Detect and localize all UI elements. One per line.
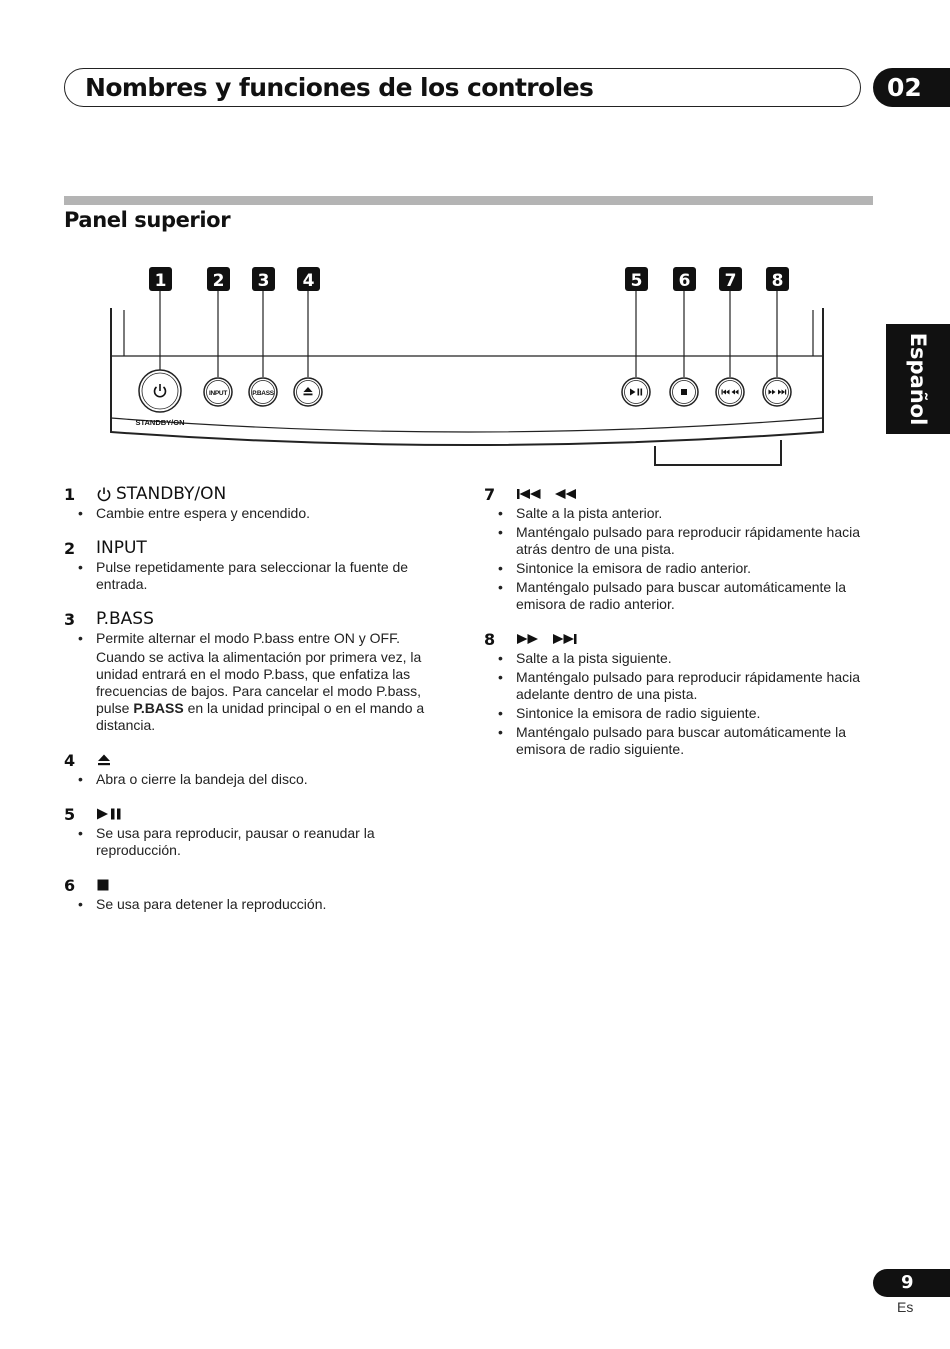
language-tab-label: Español: [906, 332, 930, 426]
item-stop: [64, 874, 444, 913]
list-item: • Manténgalo pulsado para reproducir rápidamente hacia atrás dentro de una pista.: [484, 524, 864, 558]
list-item: • Cambie entre espera y encendido.: [64, 505, 444, 522]
list-item: • Permite alternar el modo P.bass entre ON y OFF.: [64, 630, 444, 647]
callout-2: 2: [212, 271, 225, 291]
top-panel-diagram: [0, 0, 950, 480]
prev-rewind-icon: [516, 487, 586, 501]
item-title: STANDBY/ON: [116, 484, 227, 504]
item-number: 5: [64, 804, 76, 824]
list-item: • Salte a la pista anterior.: [484, 505, 864, 522]
item-standby: [64, 483, 444, 522]
list-item: • Sintonice la emisora de radio anterior.: [484, 560, 864, 577]
section-title: Panel superior: [64, 208, 231, 232]
pbass-note: Cuando se activa la alimentación por primera vez, la unidad entrará en el modo P.bass, que enfatiza las frecuencias de bajos. Para cancelar el modo P.bass, pulse P.BASS en la unidad principal o en el mando a distancia.: [96, 649, 425, 733]
list-item: • Se usa para reproducir, pausar o reanudar la reproducción.: [64, 825, 444, 859]
callout-3: 3: [257, 271, 270, 291]
right-column: [484, 483, 864, 773]
item-number: 7: [484, 484, 496, 504]
power-icon: [96, 486, 112, 502]
language-code: Es: [897, 1299, 914, 1315]
item-eject: [64, 749, 444, 788]
pbass-bold: P.BASS: [133, 700, 184, 716]
list-item: • Pulse repetidamente para seleccionar la fuente de entrada.: [64, 559, 444, 593]
left-column: [64, 483, 444, 928]
list-item: • Manténgalo pulsado para reproducir rápidamente hacia adelante dentro de una pista.: [484, 669, 864, 703]
callout-1: 1: [154, 271, 167, 291]
item-number: 3: [64, 609, 76, 629]
list-item: • Se usa para detener la reproducción.: [64, 896, 444, 913]
list-item: • Manténgalo pulsado para buscar automáticamente la emisora de radio siguiente.: [484, 724, 864, 758]
standby-label: STANDBY/ON: [135, 418, 185, 427]
item-input: [64, 537, 444, 593]
input-button-label: INPUT: [208, 390, 228, 397]
item-number: 8: [484, 629, 496, 649]
list-item: • Salte a la pista siguiente.: [484, 650, 864, 667]
callout-4: 4: [302, 271, 315, 291]
item-number: 4: [64, 750, 76, 770]
item-number: 2: [64, 538, 76, 558]
item-title: INPUT: [96, 538, 147, 558]
item-prev-rewind: [484, 483, 864, 613]
eject-icon: [96, 753, 112, 767]
item-number: 1: [64, 484, 76, 504]
list-item: • Sintonice la emisora de radio siguiente.: [484, 705, 864, 722]
list-item: • Abra o cierre la bandeja del disco.: [64, 771, 444, 788]
page-number-badge: 9: [873, 1269, 950, 1297]
chapter-number-badge: 02: [873, 68, 950, 107]
callout-8: 8: [771, 271, 784, 291]
callout-7: 7: [724, 271, 737, 291]
item-play-pause: [64, 803, 444, 859]
item-pbass: [64, 608, 444, 734]
stop-icon: [681, 389, 687, 395]
stop-icon: [96, 878, 110, 892]
list-item: • Manténgalo pulsado para buscar automáticamente la emisora de radio anterior.: [484, 579, 864, 613]
item-number: 6: [64, 875, 76, 895]
item-title: P.BASS: [96, 609, 154, 629]
callout-boxes: [149, 267, 789, 291]
callout-5: 5: [630, 271, 643, 291]
forward-next-icon: [516, 632, 586, 646]
item-forward-next: [484, 628, 864, 758]
callout-6: 6: [678, 271, 691, 291]
pbass-button-label: P.BASS: [252, 390, 274, 397]
page-title: Nombres y funciones de los controles: [85, 73, 594, 102]
play-pause-icon: [96, 807, 124, 821]
